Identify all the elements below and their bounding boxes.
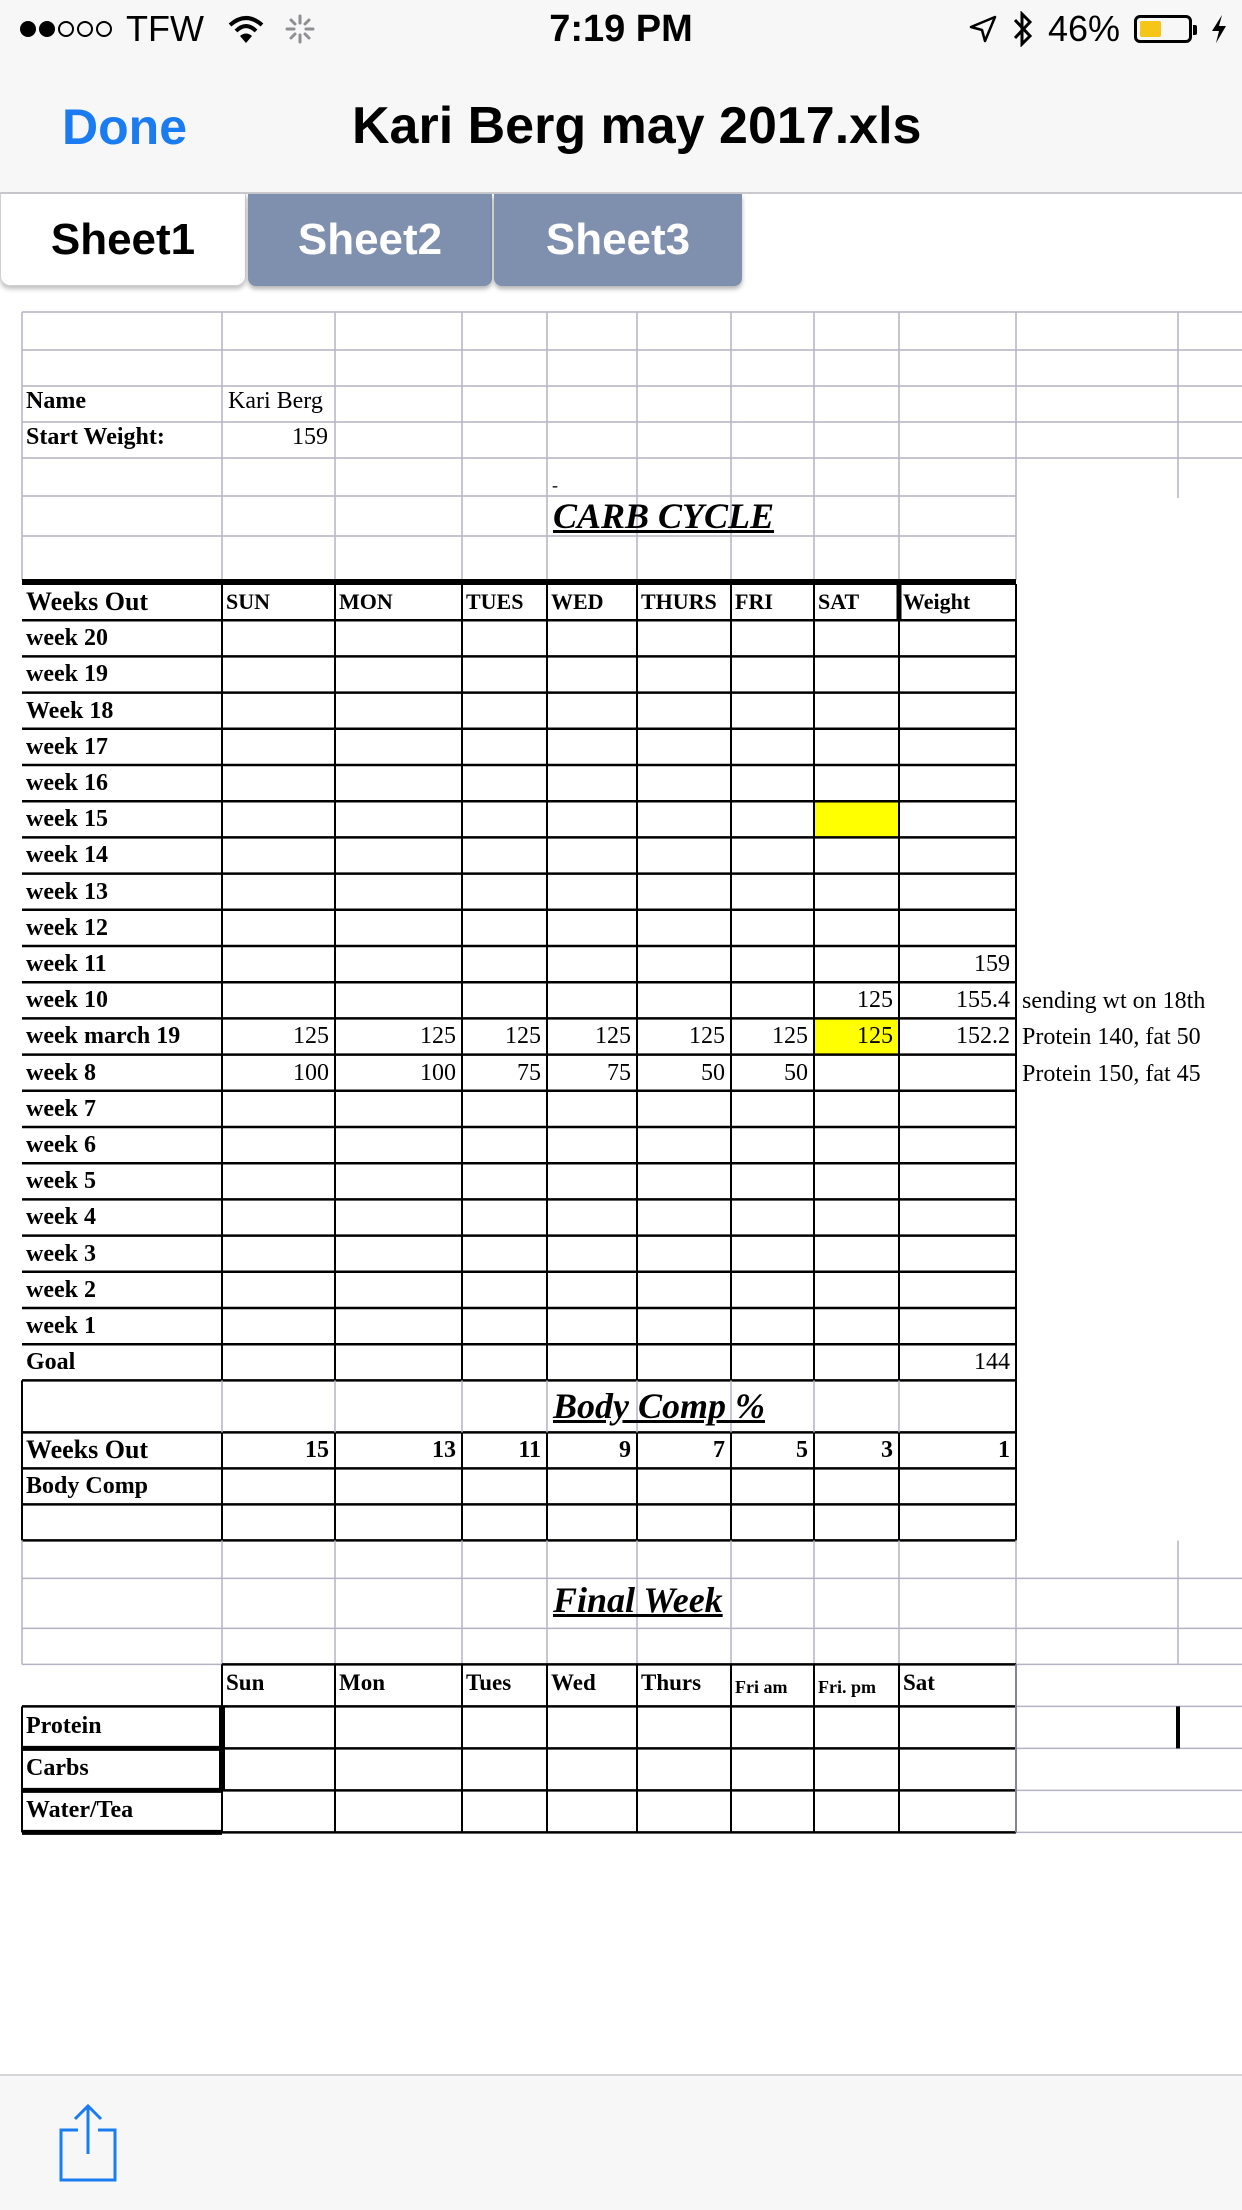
value-cell[interactable]: 100	[293, 1059, 329, 1086]
name-value[interactable]: Kari Berg	[228, 388, 323, 414]
value-cell[interactable]: 125	[857, 1023, 893, 1050]
final-row-label[interactable]: Water/Tea	[26, 1797, 134, 1824]
bluetooth-icon	[1012, 11, 1034, 47]
final-header-cell[interactable]: Fri. pm	[818, 1677, 876, 1698]
final-week-title[interactable]: Final Week	[553, 1580, 723, 1621]
week-label[interactable]: week 19	[26, 661, 108, 688]
week-label[interactable]: week march 19	[26, 1023, 181, 1050]
weeks-out-value[interactable]: 9	[619, 1437, 631, 1464]
week-label[interactable]: week 10	[26, 987, 108, 1014]
highlight-cell	[815, 802, 898, 836]
final-header-cell[interactable]: Tues	[466, 1670, 512, 1696]
week-label[interactable]: week 4	[26, 1204, 96, 1231]
week-label[interactable]: week 5	[26, 1168, 96, 1195]
document-title: Kari Berg may 2017.xls	[352, 97, 922, 155]
week-label[interactable]: week 16	[26, 770, 108, 796]
value-cell[interactable]: 159	[974, 951, 1010, 977]
final-row-label[interactable]: Protein	[26, 1713, 102, 1740]
header-cell[interactable]: SUN	[226, 589, 271, 614]
final-header-cell[interactable]: Thurs	[641, 1670, 702, 1696]
header-cell[interactable]: THURS	[641, 589, 717, 614]
value-cell[interactable]: 125	[505, 1023, 541, 1050]
week-label[interactable]: Goal	[26, 1349, 76, 1376]
tab-sheet3[interactable]: Sheet3	[494, 194, 742, 286]
week-label[interactable]: week 13	[26, 878, 108, 905]
status-right	[968, 8, 1228, 50]
final-header-cell[interactable]: Sun	[226, 1670, 265, 1696]
value-cell[interactable]: 144	[974, 1349, 1010, 1376]
status-time: 7:19 PM	[549, 8, 693, 50]
value-cell[interactable]: 155.4	[956, 987, 1010, 1014]
charging-bolt-icon	[1210, 14, 1228, 44]
tab-sheet1[interactable]: Sheet1	[0, 194, 246, 286]
location-arrow-icon	[968, 14, 998, 44]
carb-cycle-title[interactable]: CARB CYCLE	[553, 496, 775, 536]
tab-sheet2[interactable]: Sheet2	[248, 194, 492, 286]
header-cell[interactable]: Weight	[903, 589, 971, 614]
weeks-out-value[interactable]: 3	[881, 1437, 893, 1464]
week-label[interactable]: week 11	[26, 951, 107, 977]
value-cell[interactable]: 125	[689, 1023, 725, 1050]
weeks-out-value[interactable]: 7	[713, 1437, 725, 1464]
final-header-cell[interactable]: Fri am	[735, 1677, 788, 1698]
final-header-cell[interactable]: Sat	[903, 1670, 935, 1696]
value-cell[interactable]: 50	[701, 1059, 725, 1086]
done-button[interactable]: Done	[62, 99, 187, 155]
bottom-toolbar	[0, 2074, 1242, 2210]
value-cell[interactable]: 75	[517, 1059, 541, 1086]
final-header-cell[interactable]: Wed	[551, 1670, 596, 1696]
header-cell[interactable]: TUES	[466, 589, 524, 614]
week-label[interactable]: week 2	[26, 1276, 96, 1303]
weeks-out-value[interactable]: 13	[432, 1437, 456, 1464]
header-cell[interactable]: SAT	[818, 589, 860, 614]
header-cell[interactable]: WED	[551, 589, 604, 614]
start-weight-value[interactable]: 159	[292, 424, 328, 450]
week-label[interactable]: week 12	[26, 914, 108, 941]
final-header-cell[interactable]: Mon	[339, 1670, 385, 1696]
weeks-out-value[interactable]: 11	[518, 1437, 541, 1464]
note-cell[interactable]: Protein 150, fat 45	[1022, 1060, 1201, 1087]
header-cell[interactable]: Weeks Out	[26, 587, 149, 616]
value-cell[interactable]: 152.2	[956, 1023, 1010, 1050]
status-bar	[0, 0, 1242, 62]
weeks-out-label[interactable]: Weeks Out	[26, 1435, 149, 1465]
week-label[interactable]: week 6	[26, 1132, 96, 1158]
battery-percent: 46%	[1047, 8, 1120, 49]
name-label[interactable]: Name	[26, 388, 86, 414]
start-weight-label[interactable]: Start Weight:	[26, 424, 165, 450]
week-label[interactable]: week 17	[26, 733, 108, 760]
navigation-bar	[0, 62, 1242, 194]
carrier-name: TFW	[126, 8, 204, 49]
week-label[interactable]: week 14	[26, 842, 108, 869]
week-label[interactable]: Week 18	[26, 697, 114, 724]
spreadsheet-grid[interactable]	[0, 300, 1242, 1860]
dash-cell[interactable]: -	[552, 475, 558, 495]
value-cell[interactable]: 125	[420, 1023, 456, 1050]
value-cell[interactable]: 125	[772, 1023, 808, 1050]
sheet-tabs	[0, 194, 1242, 288]
value-cell[interactable]: 100	[420, 1059, 456, 1086]
note-cell[interactable]: Protein 140, fat 50	[1022, 1024, 1201, 1051]
week-label[interactable]: week 3	[26, 1240, 96, 1267]
value-cell[interactable]: 75	[607, 1059, 631, 1086]
share-icon[interactable]	[58, 2102, 118, 2182]
header-cell[interactable]: FRI	[735, 589, 773, 614]
header-cell[interactable]: MON	[339, 589, 393, 614]
body-comp-label[interactable]: Body Comp	[26, 1473, 149, 1500]
week-label[interactable]: week 1	[26, 1313, 96, 1339]
value-cell[interactable]: 125	[857, 987, 893, 1014]
week-label[interactable]: week 7	[26, 1095, 96, 1122]
value-cell[interactable]: 125	[293, 1023, 329, 1050]
battery-icon	[1134, 15, 1192, 43]
battery-level-fill	[1140, 21, 1161, 37]
note-cell[interactable]: sending wt on 18th	[1022, 988, 1206, 1015]
week-label[interactable]: week 20	[26, 625, 108, 652]
weeks-out-value[interactable]: 5	[796, 1437, 808, 1464]
value-cell[interactable]: 125	[595, 1023, 631, 1050]
body-comp-title[interactable]: Body Comp %	[553, 1386, 765, 1427]
value-cell[interactable]: 50	[784, 1059, 808, 1086]
weeks-out-value[interactable]: 15	[305, 1437, 329, 1464]
weeks-out-value[interactable]: 1	[998, 1437, 1010, 1464]
week-label[interactable]: week 8	[26, 1059, 96, 1086]
week-label[interactable]: week 15	[26, 806, 108, 833]
final-row-label[interactable]: Carbs	[26, 1755, 89, 1782]
